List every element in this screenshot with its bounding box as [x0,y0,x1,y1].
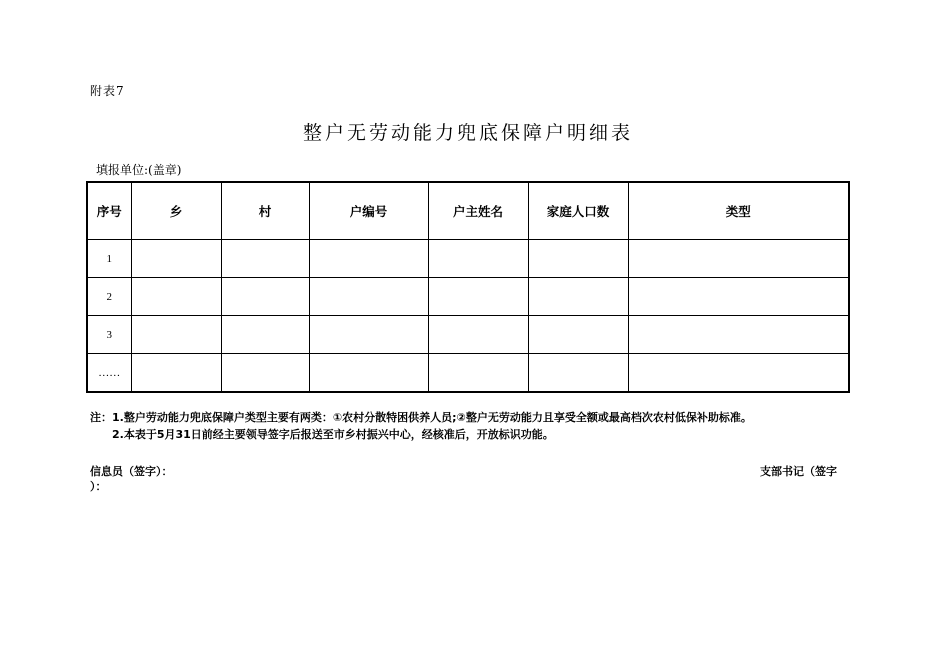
cell-seq: 2 [87,278,131,316]
cell-head-name [428,240,528,278]
cell-township [131,278,221,316]
header-village: 村 [221,182,309,240]
cell-head-name [428,354,528,393]
cell-village [221,240,309,278]
cell-village [221,316,309,354]
header-household-id: 户编号 [309,182,428,240]
filling-unit-label: 填报单位:(盖章) [96,163,182,177]
branch-secretary-signature: 支部书记（签字 [760,465,837,478]
note-line-1: 注：1.整户劳动能力兜底保障户类型主要有两类：①农村分散特困供养人员;②整户无劳动能力且享受全额或最高档次农村低保补助标准。 [90,411,752,424]
cell-seq: 3 [87,316,131,354]
header-type: 类型 [628,182,849,240]
header-family-size: 家庭人口数 [528,182,628,240]
header-township: 乡 [131,182,221,240]
table-header-row [87,182,849,240]
cell-household-id [309,278,428,316]
cell-township [131,316,221,354]
cell-village [221,354,309,393]
header-head-name: 户主姓名 [428,182,528,240]
notes-block [90,409,752,443]
cell-family-size [528,316,628,354]
cell-head-name [428,316,528,354]
cell-type [628,278,849,316]
cell-village [221,278,309,316]
cell-seq: …… [87,354,131,393]
cell-household-id [309,240,428,278]
household-detail-table [86,181,850,393]
table-row [87,316,849,354]
cell-household-id [309,354,428,393]
page-title: 整户无劳动能力兜底保障户明细表 [302,122,633,144]
cell-head-name [428,278,528,316]
header-seq: 序号 [87,182,131,240]
cell-household-id [309,316,428,354]
cell-type [628,354,849,393]
info-officer-signature: 信息员（签字）： [90,465,173,478]
annex-label: 附表7 [90,84,125,98]
cell-family-size [528,354,628,393]
cell-type [628,316,849,354]
cell-type [628,240,849,278]
note-line-2: 2.本表于5月31日前经主要领导签字后报送至市乡村振兴中心，经核准后，开放标识功能。 [112,428,554,441]
cell-township [131,354,221,393]
branch-secretary-signature-wrap: ）： [90,480,107,493]
cell-family-size [528,278,628,316]
cell-family-size [528,240,628,278]
cell-seq: 1 [87,240,131,278]
cell-township [131,240,221,278]
table-row [87,278,849,316]
table-row [87,240,849,278]
table-row [87,354,849,393]
